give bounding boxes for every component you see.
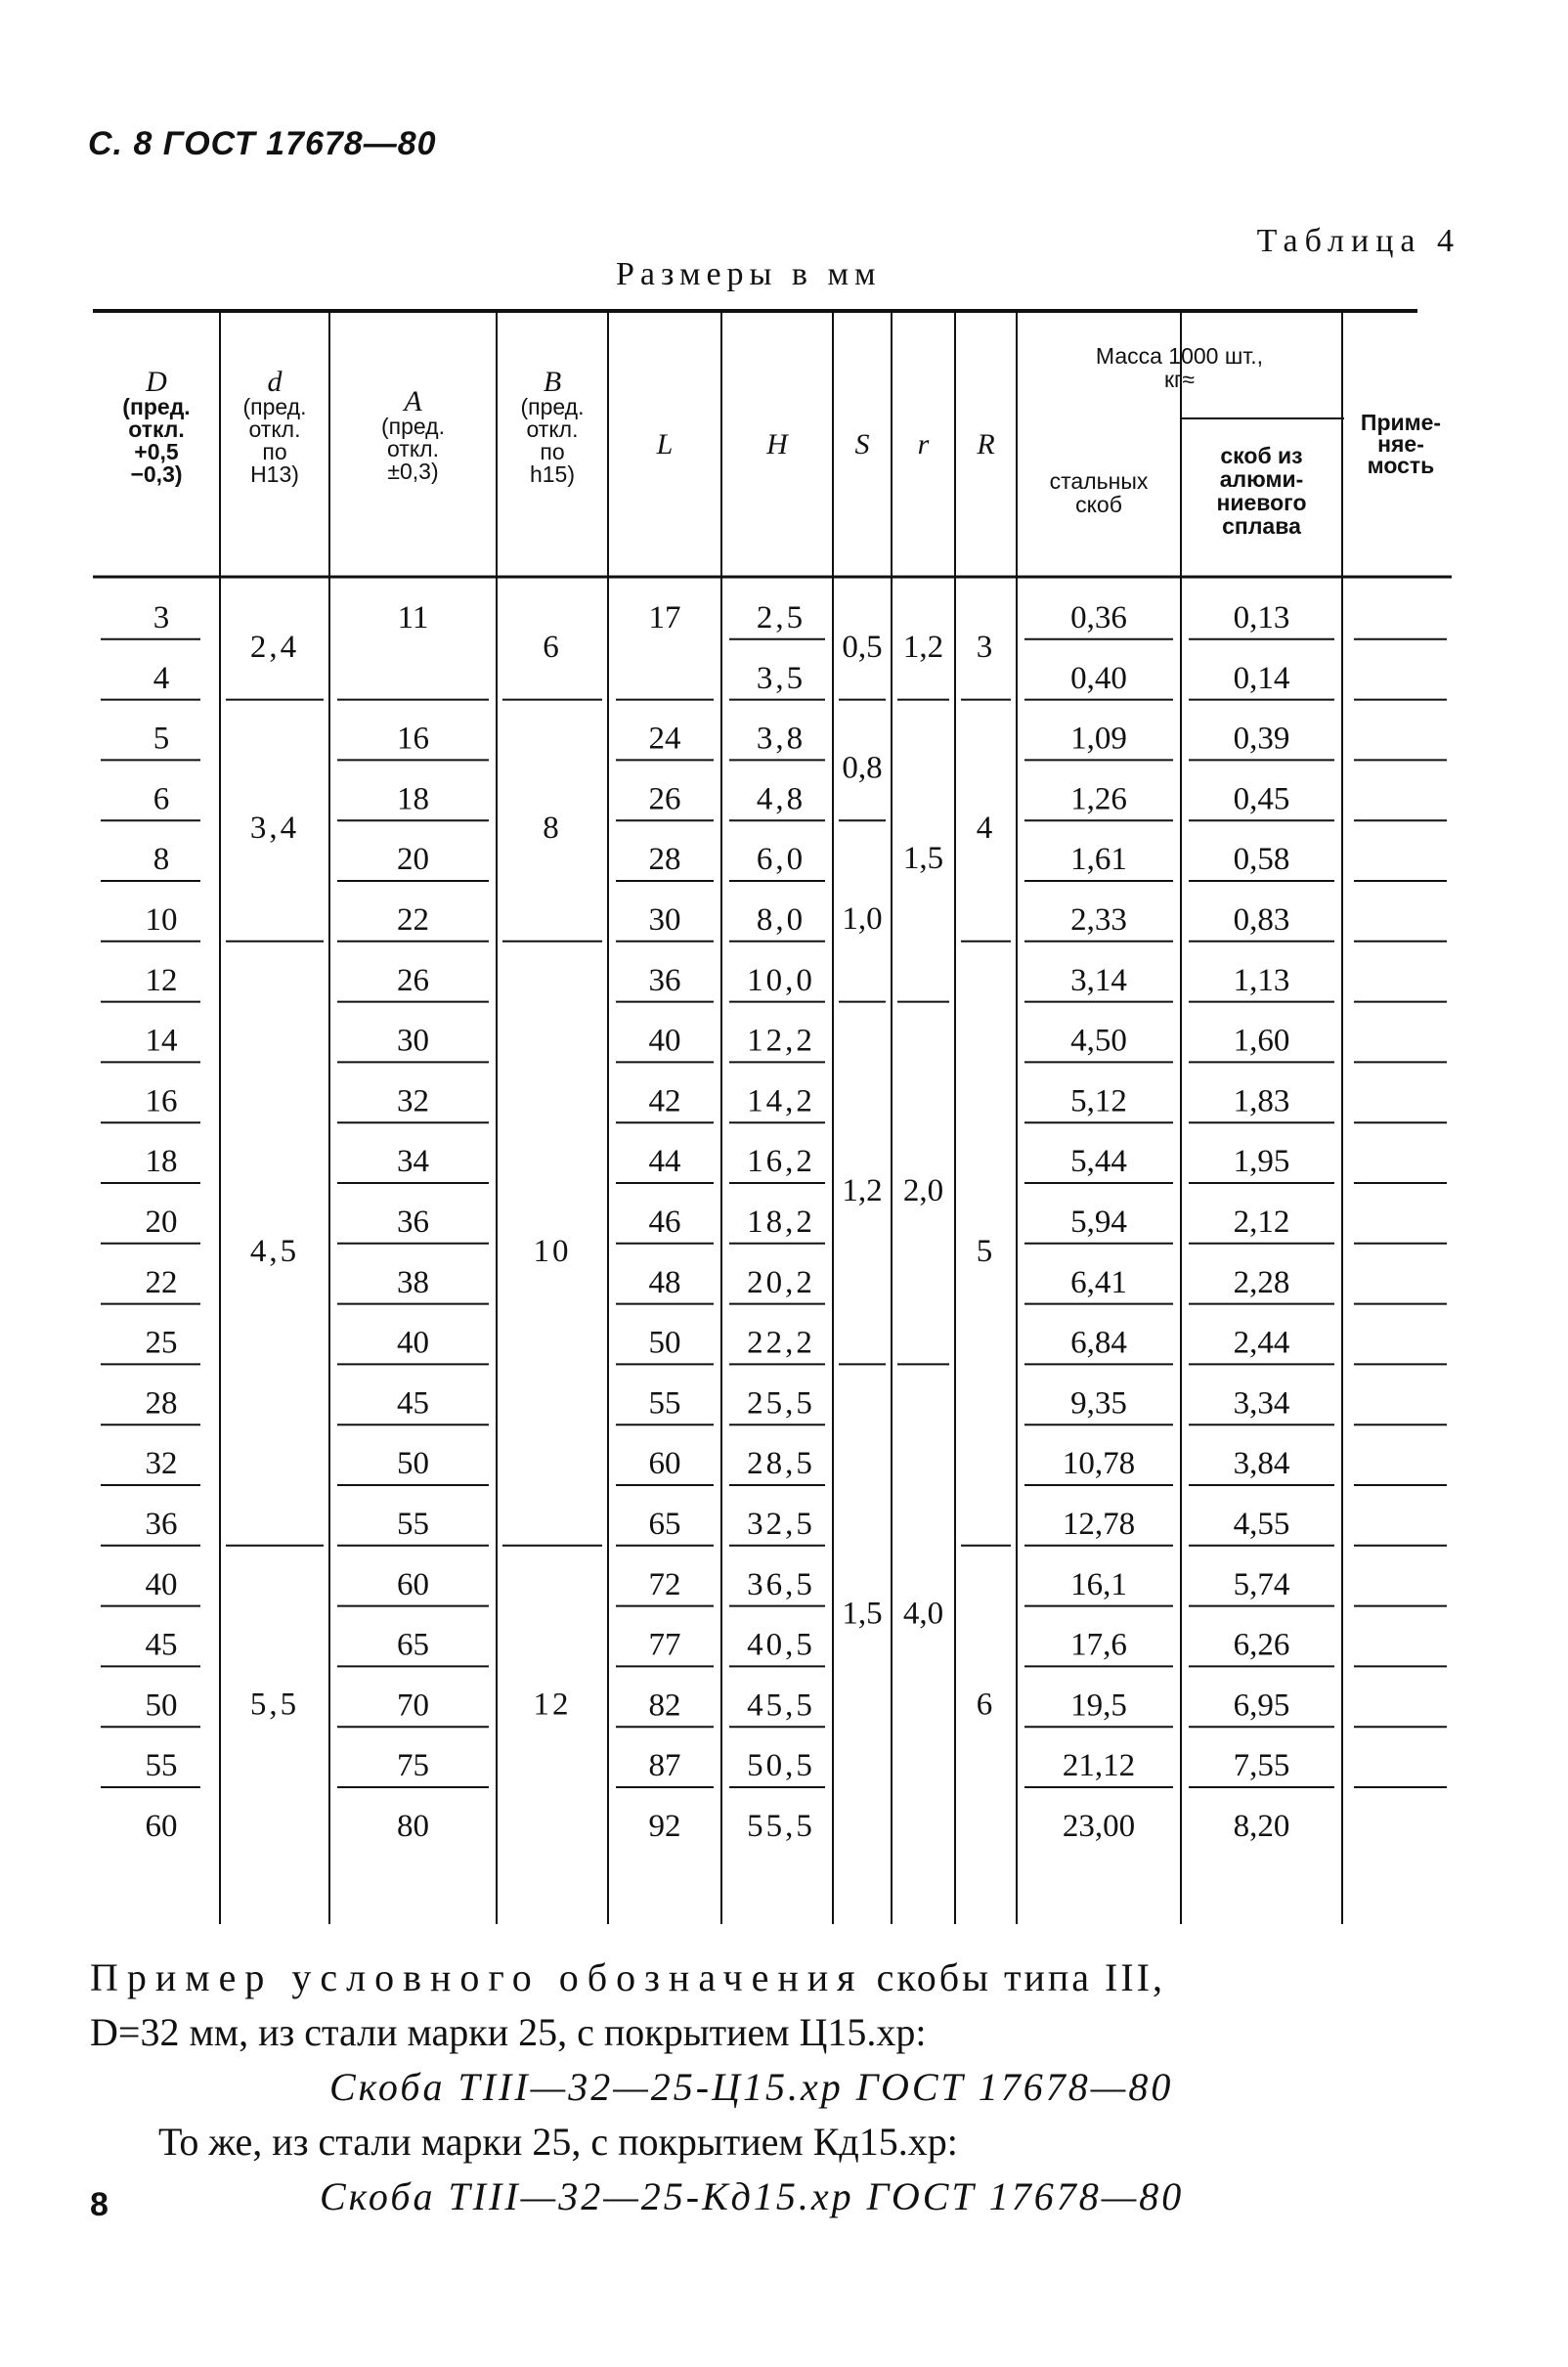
cell-mass-steel: 16,1 — [1070, 1566, 1127, 1602]
col-header-d-tolerance: (пред. — [122, 394, 191, 419]
cell-d-outer: 3 — [152, 600, 170, 636]
cell-mass-steel: 3,14 — [1070, 962, 1127, 998]
cell-l: 60 — [648, 1446, 681, 1482]
cell-d-outer: 25 — [145, 1325, 178, 1361]
col-header-d-tolerance: −0,3) — [130, 461, 183, 487]
cell-b-group: 10 — [533, 1233, 572, 1269]
cell-d-outer: 40 — [145, 1566, 178, 1602]
col-header-h: H — [766, 428, 788, 460]
col-header-b-tolerance: откл. — [526, 416, 579, 442]
cell-r-group: 1,2 — [902, 629, 944, 665]
cell-a: 11 — [397, 600, 429, 636]
example-line-2: D=32 мм, из стали марки 25, с покрытием Ц15.хр: — [90, 2010, 927, 2054]
col-header-d-tolerance: (пред. — [242, 394, 307, 419]
col-header-b-tolerance: h15) — [529, 461, 576, 487]
cell-l: 30 — [648, 902, 681, 938]
cell-r-group: 4 — [976, 811, 996, 847]
page-number: 8 — [90, 2186, 109, 2223]
col-header-a-tolerance: (пред. — [380, 414, 446, 439]
col-header-aluminium: скоб из — [1220, 443, 1303, 468]
cell-mass-aluminium: 3,84 — [1233, 1446, 1290, 1482]
col-header-b-tolerance: (пред. — [520, 394, 585, 419]
cell-r-group: 2,0 — [902, 1173, 944, 1208]
cell-d-outer: 20 — [145, 1205, 178, 1240]
col-header-d-tolerance: откл. — [248, 416, 301, 442]
cell-mass-aluminium: 7,55 — [1233, 1748, 1290, 1784]
cell-h: 8,0 — [756, 902, 806, 938]
cell-h: 16,2 — [747, 1144, 815, 1180]
cell-d-group: 4,5 — [249, 1233, 300, 1269]
cell-a: 80 — [397, 1809, 429, 1844]
cell-mass-aluminium: 2,28 — [1233, 1264, 1290, 1300]
col-header-usage: Приме- — [1360, 410, 1442, 435]
cell-a: 65 — [397, 1627, 429, 1663]
cell-mass-steel: 21,12 — [1062, 1748, 1136, 1784]
cell-mass-aluminium: 1,83 — [1233, 1083, 1290, 1119]
cell-a: 16 — [397, 721, 429, 757]
cell-h: 32,5 — [747, 1507, 815, 1542]
cell-a: 32 — [397, 1083, 429, 1119]
col-header-aluminium: алюми- — [1219, 466, 1304, 492]
cell-a: 34 — [397, 1144, 429, 1180]
designation-example — [90, 1951, 1459, 2224]
cell-mass-steel: 0,40 — [1070, 660, 1127, 696]
cell-b-group: 12 — [533, 1687, 572, 1723]
cell-mass-steel: 17,6 — [1070, 1627, 1127, 1663]
cell-mass-aluminium: 8,20 — [1233, 1809, 1290, 1844]
cell-a: 50 — [397, 1446, 429, 1482]
cell-d-outer: 10 — [145, 902, 178, 938]
cell-d-outer: 22 — [145, 1264, 178, 1300]
cell-l: 24 — [648, 721, 681, 757]
cell-r-group: 4,0 — [902, 1596, 944, 1632]
col-header-d-tolerance: H13) — [250, 461, 299, 487]
cell-l: 40 — [648, 1023, 681, 1059]
cell-d-group: 2,4 — [249, 629, 300, 665]
cell-h: 4,8 — [756, 781, 806, 817]
cell-l: 92 — [648, 1809, 681, 1844]
cell-d-group: 3,4 — [249, 811, 300, 847]
col-header-usage: няе- — [1377, 431, 1424, 457]
cell-d-outer: 55 — [145, 1748, 178, 1784]
cell-d-outer: 16 — [145, 1083, 178, 1119]
cell-mass-steel: 12,78 — [1062, 1507, 1136, 1542]
cell-h: 55,5 — [747, 1809, 815, 1844]
col-header-aluminium: сплава — [1222, 513, 1301, 539]
cell-d-outer: 14 — [145, 1023, 178, 1059]
col-header-d-symbol: d — [267, 366, 283, 398]
mass-header-unit: кг≈ — [1163, 367, 1196, 392]
cell-mass-steel: 5,44 — [1070, 1144, 1127, 1180]
cell-h: 20,2 — [747, 1264, 815, 1300]
cell-l: 82 — [648, 1688, 681, 1724]
col-header-a-tolerance: откл. — [387, 436, 439, 461]
cell-mass-steel: 9,35 — [1070, 1385, 1127, 1422]
cell-h: 36,5 — [747, 1566, 815, 1602]
cell-h: 14,2 — [747, 1083, 815, 1119]
example-lead — [90, 1951, 1459, 2005]
cell-h: 45,5 — [747, 1688, 815, 1724]
col-header-d-tolerance: +0,5 — [134, 439, 179, 464]
cell-mass-steel: 23,00 — [1062, 1809, 1136, 1844]
cell-l: 48 — [648, 1264, 681, 1300]
col-header-d-symbol: D — [146, 366, 167, 398]
cell-mass-steel: 1,09 — [1070, 721, 1127, 757]
cell-h: 40,5 — [747, 1627, 815, 1663]
cell-mass-steel: 6,84 — [1070, 1325, 1127, 1361]
cell-a: 36 — [397, 1205, 429, 1240]
cell-mass-aluminium: 0,58 — [1233, 842, 1290, 878]
cell-l: 65 — [648, 1507, 681, 1542]
example-line-3: То же, из стали марки 25, с покрытием Кд15.хр: — [158, 2120, 958, 2164]
col-header-r: R — [977, 428, 995, 460]
cell-a: 18 — [397, 781, 429, 817]
cell-a: 26 — [397, 962, 429, 998]
cell-mass-aluminium: 5,74 — [1233, 1566, 1290, 1602]
example-lead-rest: скобы типа III, — [876, 1955, 1165, 1999]
cell-a: 55 — [397, 1507, 429, 1542]
col-header-l: L — [656, 428, 674, 460]
cell-mass-steel: 1,61 — [1070, 842, 1127, 878]
cell-l: 46 — [648, 1205, 681, 1240]
cell-mass-steel: 5,94 — [1070, 1205, 1127, 1240]
cell-d-outer: 50 — [145, 1688, 178, 1724]
cell-h: 28,5 — [747, 1446, 815, 1482]
mass-header: Масса 1000 шт., — [1095, 343, 1264, 369]
example-lead-spaced: Пример условного обозначения — [90, 1955, 864, 1999]
cell-mass-steel: 10,78 — [1062, 1446, 1136, 1482]
cell-h: 2,5 — [756, 600, 806, 636]
cell-d-outer: 60 — [145, 1809, 178, 1844]
col-header-s: S — [854, 428, 870, 460]
cell-a: 70 — [397, 1688, 429, 1724]
cell-l: 17 — [648, 600, 681, 636]
cell-mass-aluminium: 2,12 — [1233, 1205, 1290, 1240]
cell-h: 12,2 — [747, 1023, 815, 1059]
cell-d-outer: 36 — [145, 1507, 178, 1542]
page-header: С. 8 ГОСТ 17678—80 — [88, 125, 437, 162]
cell-h: 10,0 — [747, 962, 815, 998]
cell-d-outer: 32 — [145, 1446, 178, 1482]
cell-l: 44 — [648, 1144, 681, 1180]
cell-h: 18,2 — [747, 1205, 815, 1240]
cell-mass-aluminium: 0,13 — [1233, 600, 1290, 636]
col-header-d-tolerance: откл. — [128, 416, 185, 442]
cell-a: 38 — [397, 1264, 429, 1300]
cell-l: 36 — [648, 962, 681, 998]
cell-h: 3,8 — [756, 721, 806, 757]
cell-r-group: 6 — [976, 1687, 996, 1723]
cell-s-group: 1,2 — [842, 1173, 883, 1208]
cell-l: 28 — [648, 842, 681, 878]
cell-mass-aluminium: 2,44 — [1233, 1325, 1290, 1361]
cell-a: 30 — [397, 1023, 429, 1059]
cell-mass-aluminium: 3,34 — [1233, 1385, 1290, 1422]
cell-mass-aluminium: 6,95 — [1233, 1688, 1290, 1724]
table-title: Таблица 4 — [1256, 223, 1460, 259]
cell-mass-steel: 2,33 — [1070, 902, 1127, 938]
cell-mass-aluminium: 4,55 — [1233, 1507, 1290, 1542]
cell-mass-aluminium: 0,39 — [1233, 721, 1290, 757]
cell-a: 60 — [397, 1566, 429, 1602]
cell-d-outer: 4 — [152, 660, 170, 696]
col-header-a-tolerance: ±0,3) — [387, 459, 439, 484]
cell-mass-aluminium: 6,26 — [1233, 1627, 1290, 1663]
cell-d-outer: 8 — [152, 842, 170, 878]
cell-d-outer: 45 — [145, 1627, 178, 1663]
cell-mass-aluminium: 0,83 — [1233, 902, 1290, 938]
col-header-b-symbol: B — [543, 366, 562, 398]
col-header-steel: стальных — [1049, 468, 1149, 494]
cell-l: 26 — [648, 781, 681, 817]
cell-mass-aluminium: 1,60 — [1233, 1023, 1290, 1059]
cell-b-group: 8 — [543, 811, 562, 847]
cell-h: 25,5 — [747, 1385, 815, 1422]
cell-s-group: 0,8 — [842, 750, 883, 786]
cell-mass-steel: 0,36 — [1070, 600, 1127, 636]
cell-d-outer: 28 — [145, 1385, 178, 1422]
cell-mass-aluminium: 0,14 — [1233, 660, 1290, 696]
cell-s-group: 1,0 — [842, 900, 883, 937]
cell-d-outer: 12 — [145, 962, 178, 998]
cell-d-outer: 18 — [145, 1144, 178, 1180]
col-header-aluminium: ниевого — [1216, 490, 1307, 515]
cell-h: 6,0 — [756, 842, 806, 878]
cell-r-group: 3 — [976, 629, 996, 665]
cell-mass-steel: 1,26 — [1070, 781, 1127, 817]
cell-l: 87 — [648, 1748, 681, 1784]
cell-a: 45 — [397, 1385, 429, 1422]
cell-s-group: 1,5 — [842, 1596, 883, 1632]
cell-s-group: 0,5 — [842, 629, 883, 665]
col-header-steel: скоб — [1075, 492, 1122, 517]
cell-l: 77 — [648, 1627, 681, 1663]
cell-l: 55 — [648, 1385, 681, 1422]
units-note: Размеры в мм — [616, 256, 882, 292]
cell-h: 22,2 — [747, 1325, 815, 1361]
cell-l: 42 — [648, 1083, 681, 1119]
cell-d-outer: 6 — [152, 781, 170, 817]
cell-mass-steel: 6,41 — [1070, 1264, 1127, 1300]
cell-a: 20 — [397, 842, 429, 878]
col-header-d-tolerance: по — [262, 439, 287, 464]
cell-l: 72 — [648, 1566, 681, 1602]
col-header-a-symbol: A — [404, 385, 422, 417]
cell-mass-steel: 4,50 — [1070, 1023, 1127, 1059]
cell-r-group: 5 — [976, 1233, 996, 1269]
col-header-b-tolerance: по — [540, 439, 565, 464]
designation-zinc: Скоба ТIII—32—25-Ц15.хр ГОСТ 17678—80 — [329, 2065, 1174, 2109]
cell-d-outer: 5 — [152, 721, 170, 757]
designation-cadmium: Скоба ТIII—32—25-Кд15.хр ГОСТ 17678—80 — [320, 2174, 1185, 2218]
cell-a: 40 — [397, 1325, 429, 1361]
cell-a: 22 — [397, 902, 429, 938]
cell-h: 3,5 — [756, 660, 806, 696]
cell-mass-aluminium: 1,95 — [1233, 1144, 1290, 1180]
col-header-usage: мость — [1367, 453, 1435, 478]
cell-l: 50 — [648, 1325, 681, 1361]
col-header-r: r — [917, 428, 930, 460]
cell-mass-aluminium: 0,45 — [1233, 781, 1290, 817]
cell-b-group: 6 — [543, 629, 562, 665]
cell-d-group: 5,5 — [249, 1687, 300, 1723]
cell-h: 50,5 — [747, 1748, 815, 1784]
cell-mass-steel: 19,5 — [1070, 1688, 1127, 1724]
cell-mass-steel: 5,12 — [1070, 1083, 1127, 1119]
cell-a: 75 — [397, 1748, 429, 1784]
cell-mass-aluminium: 1,13 — [1233, 962, 1290, 998]
cell-r-group: 1,5 — [902, 841, 944, 877]
